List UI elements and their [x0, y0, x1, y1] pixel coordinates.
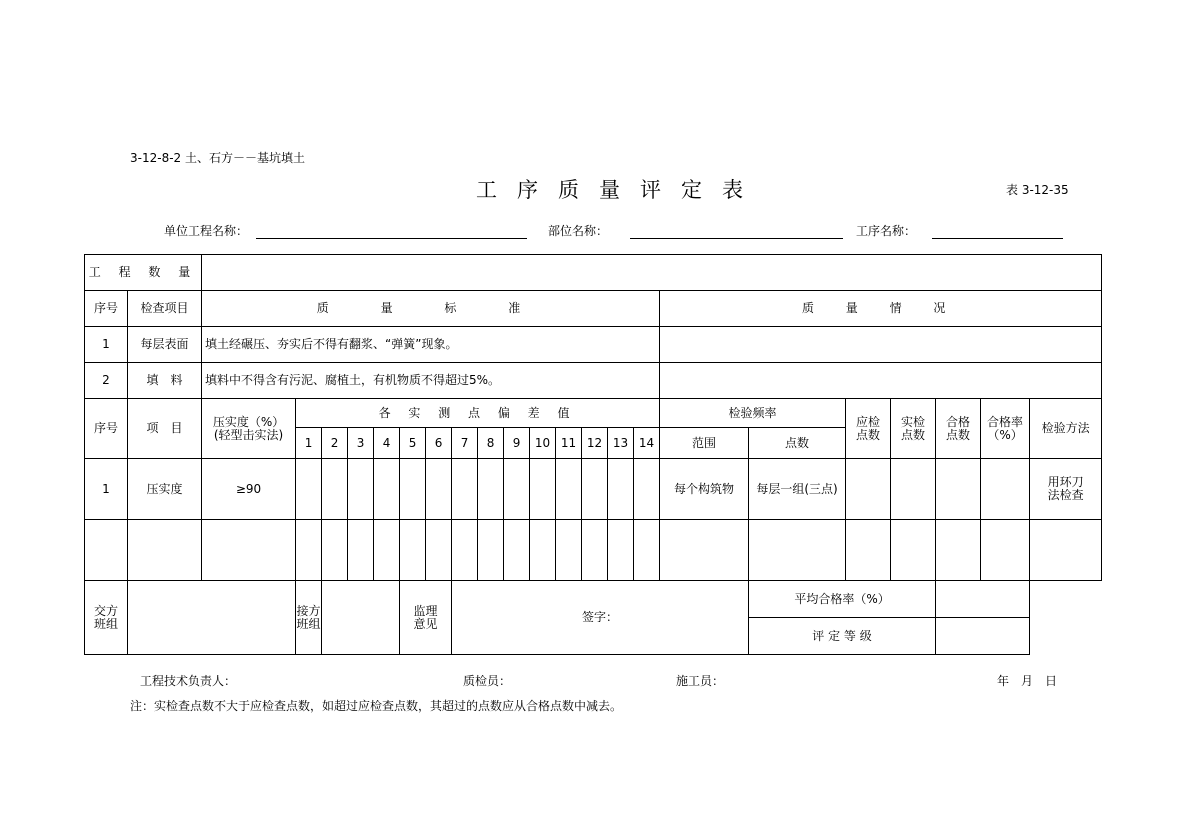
blank-cell[interactable] [128, 520, 202, 581]
part-field[interactable] [630, 238, 843, 239]
point-header-1: 1 [296, 428, 322, 459]
seq-header: 序号 [85, 399, 128, 459]
method-header: 检验方法 [1030, 399, 1102, 459]
receiver-line2: 班组 [296, 616, 321, 631]
point-header-9: 9 [504, 428, 530, 459]
supervisor-line1: 监理 [413, 603, 438, 618]
supervisor-line2: 意见 [413, 616, 438, 631]
compaction-header [202, 399, 296, 459]
point-header-13: 13 [608, 428, 634, 459]
blank-cell[interactable] [202, 520, 296, 581]
point-cell[interactable] [478, 520, 504, 581]
table-row [85, 363, 1102, 399]
point-cell[interactable] [556, 520, 582, 581]
signature-field[interactable]: 签字： [452, 581, 749, 655]
point-cell[interactable] [608, 520, 634, 581]
point-cell[interactable] [400, 459, 426, 520]
point-cell[interactable] [452, 459, 478, 520]
pass-rate-line1: 合格率 [987, 414, 1024, 429]
seq-header: 序号 [85, 291, 128, 327]
row-pass-points[interactable] [936, 459, 981, 520]
point-header-6: 6 [426, 428, 452, 459]
point-cell[interactable] [296, 459, 322, 520]
point-cell[interactable] [452, 520, 478, 581]
supervisor-label [400, 581, 452, 655]
blank-cell[interactable] [749, 520, 846, 581]
row-item: 每层表面 [128, 327, 202, 363]
pass-rate-line2: （%） [987, 427, 1023, 442]
item-header: 项 目 [128, 399, 202, 459]
point-cell[interactable] [504, 459, 530, 520]
point-cell[interactable] [348, 520, 374, 581]
point-cell[interactable] [634, 520, 660, 581]
blank-cell[interactable] [936, 520, 981, 581]
point-cell[interactable] [296, 520, 322, 581]
blank-cell[interactable] [660, 520, 749, 581]
page-title: 工序质量评定表 [476, 178, 763, 202]
worker-label: 施工员： [676, 674, 725, 688]
quality-situation-header: 质 量 情 况 [660, 291, 1102, 327]
footnote: 注：实检查点数不大于应检查点数，如超过应检查点数，其超过的点数应从合格点数中减去。 [130, 699, 623, 713]
form-code: 3-12-8-2 土、石方－－基坑填土 [130, 151, 305, 165]
row-method [1030, 459, 1102, 520]
row-standard: 填土经碾压、夯实后不得有翻浆、“弹簧”现象。 [202, 327, 660, 363]
point-cell[interactable] [556, 459, 582, 520]
compaction-header-line1: 压实度（%） [212, 414, 285, 429]
blank-cell[interactable] [891, 520, 936, 581]
process-field[interactable] [932, 238, 1063, 239]
actual-check-header [891, 399, 936, 459]
row-item: 压实度 [128, 459, 202, 520]
point-cell[interactable] [426, 459, 452, 520]
quantity-label: 工 程 数 量 [85, 255, 202, 291]
handover-team-label [85, 581, 128, 655]
unit-project-label: 单位工程名称： [164, 224, 249, 238]
row-item: 填 料 [128, 363, 202, 399]
row-seq: 1 [85, 459, 128, 520]
point-header-14: 14 [634, 428, 660, 459]
point-header-8: 8 [478, 428, 504, 459]
point-cell[interactable] [608, 459, 634, 520]
point-cell[interactable] [374, 459, 400, 520]
actual-check-line2: 点数 [901, 427, 926, 442]
quantity-value[interactable] [202, 255, 1102, 291]
should-check-line1: 应检 [856, 414, 881, 429]
point-header-12: 12 [582, 428, 608, 459]
point-header-7: 7 [452, 428, 478, 459]
receiver-team-label [296, 581, 322, 655]
point-cell[interactable] [478, 459, 504, 520]
unit-project-field[interactable] [256, 238, 527, 239]
blank-cell[interactable] [981, 520, 1030, 581]
should-check-header [846, 399, 891, 459]
point-cell[interactable] [530, 520, 556, 581]
compaction-header-line2: (轻型击实法) [213, 427, 284, 442]
point-header-2: 2 [322, 428, 348, 459]
point-header-11: 11 [556, 428, 582, 459]
receiver-line1: 接方 [296, 603, 321, 618]
point-cell[interactable] [400, 520, 426, 581]
point-cell[interactable] [322, 459, 348, 520]
row-should-check[interactable] [846, 459, 891, 520]
point-cell[interactable] [322, 520, 348, 581]
part-label: 部位名称： [548, 224, 609, 238]
blank-cell[interactable] [1030, 520, 1102, 581]
point-header-3: 3 [348, 428, 374, 459]
row-method-line1: 用环刀 [1047, 475, 1084, 489]
point-cell[interactable] [426, 520, 452, 581]
frequency-header: 检验频率 [660, 399, 846, 428]
row-situation[interactable] [660, 363, 1102, 399]
point-cell[interactable] [530, 459, 556, 520]
row-situation[interactable] [660, 327, 1102, 363]
table-row [85, 520, 1102, 581]
avg-pass-rate-label: 平均合格率（%） [749, 581, 936, 618]
deviation-header: 各 实 测 点 偏 差 值 [296, 399, 660, 428]
handover-team-field[interactable] [128, 581, 296, 655]
point-header-4: 4 [374, 428, 400, 459]
receiver-team-field[interactable] [322, 581, 400, 655]
row-seq: 2 [85, 363, 128, 399]
row-pass-rate[interactable] [981, 459, 1030, 520]
blank-cell[interactable] [85, 520, 128, 581]
frequency-points-header: 点数 [749, 428, 846, 459]
point-cell[interactable] [374, 520, 400, 581]
pass-points-header [936, 399, 981, 459]
point-cell[interactable] [582, 459, 608, 520]
quality-standard-header: 质 量 标 准 [202, 291, 660, 327]
handover-line2: 班组 [93, 616, 118, 631]
row-actual-check[interactable] [891, 459, 936, 520]
should-check-line2: 点数 [856, 427, 881, 442]
row-frequency-points: 每层一组(三点) [749, 459, 846, 520]
pass-rate-header [981, 399, 1030, 459]
evaluation-table [84, 254, 1102, 655]
avg-pass-rate-value[interactable] [936, 581, 1030, 618]
pass-points-line1: 合格 [946, 414, 971, 429]
process-label: 工序名称： [856, 224, 917, 238]
row-standard: 填料中不得含有污泥、腐植土，有机物质不得超过5%。 [202, 363, 660, 399]
inspector-label: 质检员： [463, 674, 512, 688]
grade-label: 评 定 等 级 [749, 618, 936, 655]
table-row [85, 327, 1102, 363]
date-label: 年 月 日 [997, 674, 1058, 688]
blank-cell[interactable] [846, 520, 891, 581]
row-seq: 1 [85, 327, 128, 363]
table-row [85, 459, 1102, 520]
point-cell[interactable] [582, 520, 608, 581]
pass-points-line2: 点数 [946, 427, 971, 442]
point-cell[interactable] [504, 520, 530, 581]
tech-lead-label: 工程技术负责人： [140, 674, 237, 688]
point-cell[interactable] [348, 459, 374, 520]
row-method-line2: 法检查 [1047, 488, 1084, 502]
table-number: 表 3-12-35 [1006, 183, 1069, 197]
handover-line1: 交方 [93, 603, 118, 618]
row-frequency-range: 每个构筑物 [660, 459, 749, 520]
point-header-5: 5 [400, 428, 426, 459]
point-cell[interactable] [634, 459, 660, 520]
check-item-header: 检查项目 [128, 291, 202, 327]
row-compaction-value: ≥90 [202, 459, 296, 520]
frequency-range-header: 范围 [660, 428, 749, 459]
grade-value[interactable] [936, 618, 1030, 655]
point-header-10: 10 [530, 428, 556, 459]
actual-check-line1: 实检 [901, 414, 926, 429]
